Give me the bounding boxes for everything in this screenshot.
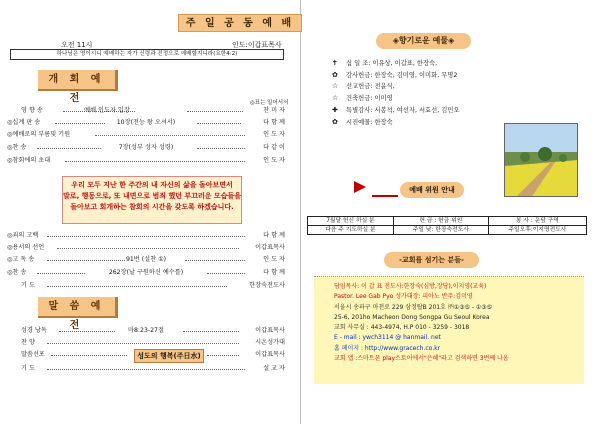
order-row: ◎용서의 선언 이갑표목사 bbox=[7, 244, 285, 251]
staff-heading: -교회를 섬기는 분들- bbox=[384, 252, 479, 268]
order-row: 기 도 한장숙전도사 bbox=[21, 282, 285, 289]
list-item: ✿ 감사헌금: 한장숙, 김미영, 이미화, 무명2 bbox=[332, 70, 458, 79]
order-row: ◎찬 송 262장(날 구원하신 예수를) 다 함 께 bbox=[7, 269, 285, 276]
opening-verse: 하나님은 영이시니 예배하는 자가 신령과 진정으로 예배할지니라(요한4:2) bbox=[10, 49, 284, 60]
order-row: ◎십계 판 송 10장(전능 왕 오셔서) 다 함 께 bbox=[7, 119, 285, 126]
landscape-photo bbox=[504, 123, 578, 197]
order-row: 영 향 송 예배 인도자 입장 찬 미 자 bbox=[21, 107, 285, 114]
offering-list bbox=[332, 58, 459, 128]
worship-title: 주 일 공 동 예 배 bbox=[178, 14, 302, 32]
order-row: ◎예배로의 부름및 기원 인 도 자 bbox=[7, 131, 285, 138]
order-row: ◎죄의 고백 다 함 께 bbox=[7, 232, 285, 239]
list-item: ☆ 선교헌금: 전윤식, bbox=[332, 82, 395, 91]
order-row: ◎참회에의 초대 인 도 자 bbox=[7, 157, 285, 164]
list-item: ✿ 시진예물: 한장숙 bbox=[332, 117, 393, 126]
sermon-title-box: 성도의 행복(주日水) bbox=[134, 349, 204, 363]
service-time: 오전 11시 bbox=[61, 41, 93, 49]
section-heading-pre: 개 회 예 전 bbox=[38, 70, 118, 91]
list-item: ☆ 건축헌금: 이미영 bbox=[332, 94, 393, 103]
service-heading: 예배 위원 안내 bbox=[400, 182, 464, 198]
pastor-en-line: Pastor. Lee Gab Pyo 성가대장: 피아노 반주:김미영 bbox=[334, 293, 473, 301]
address-line: 서울시 송파구 마천로 229 삼정탑B 201호 ㈜①③⑤ - ①③⑤ bbox=[334, 303, 493, 311]
address-en-line: 25-6, 201ho Macheon Dong Songpa Gu Seoul Korea bbox=[334, 313, 490, 321]
confession-invitation-box: 우리 모두 지난 한 주간의 내 자신의 삶을 돌아보면서 말로, 행동으로, 또 내면으로 범죄 했던 부끄러운 모습들을 돌아보고 회개하는 참회의 시간을 갖도록 하겠습니다. bbox=[62, 176, 242, 224]
order-row: 기 도 설 교 자 bbox=[21, 365, 285, 372]
homepage-line: 홈 페이지 : http://www.gracech.co.kr bbox=[334, 344, 441, 352]
leader-label: 인도:이갑표목사 bbox=[232, 41, 282, 49]
order-row: 찬 양 시온성가대 bbox=[21, 339, 285, 346]
section-heading-word: 말 씀 예 전 bbox=[38, 297, 118, 318]
order-row: 말씀선포 이갑표목사 bbox=[21, 351, 285, 358]
page-fold bbox=[300, 0, 301, 424]
offering-heading: ◈향기로운 예물◈ bbox=[376, 33, 471, 49]
order-row: ◎고 독 송 91번 (설찬 ①) 인 도 자 bbox=[7, 256, 285, 263]
contact-info bbox=[314, 276, 584, 384]
email-line: E - mail : ywch3114 @ hanmail. net bbox=[334, 334, 441, 342]
arrow-icon bbox=[354, 181, 366, 193]
pastor-line: 담임목사: 이 갑 표 전도사:한장숙(심방,장당),이지영(교육) bbox=[334, 283, 487, 290]
table-row: 다음 주 기도하실 분 주일 낮: 한장숙전도사 주일오후:이지영전도사 bbox=[308, 226, 587, 235]
app-line: 교회 앱 :스마트폰 play스토어에서"은혜"라고 검색하면 3번째 나옴 bbox=[334, 355, 509, 363]
list-item: ✝ 십 일 조: 이유상, 이갑표, 한장숙, bbox=[332, 59, 438, 67]
list-item: ✚ 특별감사: 서봉석, 여선자, 서효선, 김민오 bbox=[332, 105, 460, 114]
service-table bbox=[307, 216, 587, 235]
order-row: 성경 낭독 마8:23-27절 이갑표목사 bbox=[21, 327, 285, 334]
table-row: 7월달 헌신 하실 분 헌 금 : 헌금 위원 봉 사 : 운담 구역 bbox=[308, 217, 587, 226]
phone-line: 교회 사무실 : 443-4974, H.P 010 - 3259 - 3018 bbox=[334, 324, 470, 332]
arrow-line bbox=[372, 183, 398, 197]
standing-note: ◎표는 일어서서 bbox=[250, 100, 289, 106]
order-row: ◎찬 송 7장(성부 성자 성령) 다 같 이 bbox=[7, 144, 285, 151]
